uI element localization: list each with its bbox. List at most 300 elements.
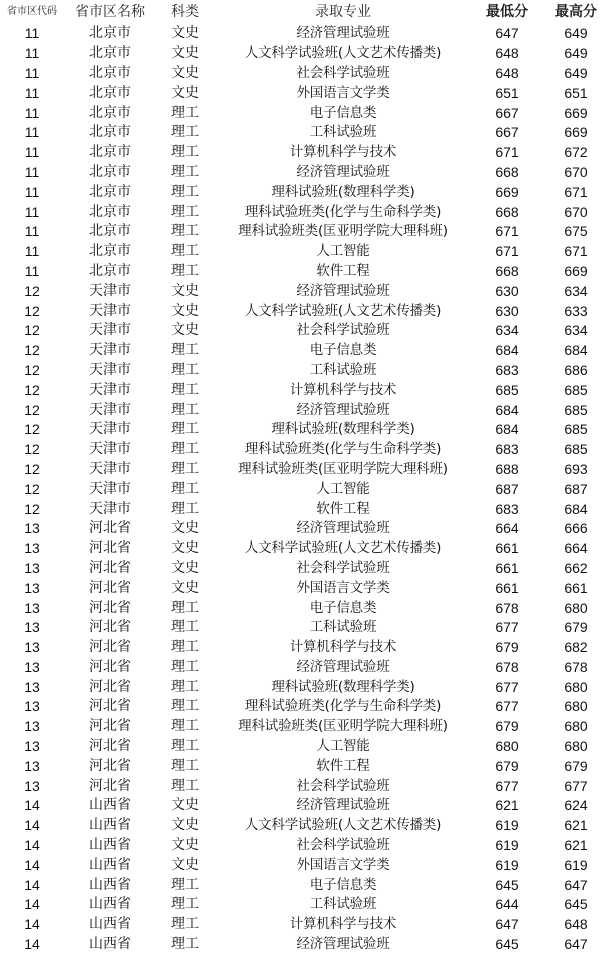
cell-min-score: 619 — [495, 837, 519, 854]
cell-major: 经济管理试验班 — [296, 401, 390, 418]
table-row — [0, 281, 610, 301]
cell-province-code: 13 — [24, 559, 40, 576]
cell-min-score: 669 — [495, 183, 519, 200]
cell-province-name: 山西省 — [89, 837, 131, 854]
cell-min-score: 683 — [495, 441, 519, 458]
cell-province-name: 天津市 — [89, 401, 131, 418]
cell-province-code: 11 — [24, 183, 40, 200]
cell-province-code: 13 — [24, 520, 40, 537]
cell-category: 文史 — [171, 84, 199, 101]
cell-category: 理工 — [171, 876, 199, 893]
cell-max-score: 671 — [564, 183, 588, 200]
table-row — [0, 875, 610, 895]
cell-max-score: 649 — [564, 25, 588, 42]
cell-province-name: 山西省 — [89, 876, 131, 893]
cell-major: 软件工程 — [316, 500, 370, 517]
cell-min-score: 678 — [495, 599, 519, 616]
cell-province-code: 12 — [24, 322, 40, 339]
cell-max-score: 619 — [564, 856, 588, 873]
table-row — [0, 83, 610, 103]
cell-major: 工科试验班 — [309, 896, 377, 913]
cell-max-score: 669 — [564, 124, 588, 141]
cell-category: 理工 — [171, 104, 199, 121]
cell-province-code: 13 — [24, 658, 40, 675]
cell-province-code: 14 — [24, 817, 40, 834]
table-row — [0, 855, 610, 875]
table-row — [0, 24, 610, 44]
cell-major: 工科试验班 — [309, 361, 377, 378]
cell-province-name: 河北省 — [89, 777, 131, 794]
table-row — [0, 163, 610, 183]
cell-max-score: 621 — [564, 837, 588, 854]
cell-min-score: 661 — [495, 540, 519, 557]
cell-min-score: 661 — [495, 559, 519, 576]
cell-major: 理科试验班类(化学与生命科学类) — [244, 698, 442, 715]
cell-province-code: 12 — [24, 302, 40, 319]
cell-province-code: 13 — [24, 540, 40, 557]
cell-max-score: 685 — [564, 421, 588, 438]
table-row — [0, 618, 610, 638]
cell-major: 理科试验班类(化学与生命科学类) — [244, 203, 442, 220]
cell-province-name: 北京市 — [89, 25, 131, 42]
cell-max-score: 684 — [564, 500, 588, 517]
header-min-score: 最低分 — [486, 4, 528, 20]
cell-province-code: 14 — [24, 916, 40, 933]
cell-province-code: 12 — [24, 361, 40, 378]
cell-province-code: 11 — [24, 45, 40, 62]
cell-major: 理科试验班类(匡亚明学院大理科班) — [238, 718, 448, 735]
cell-province-name: 天津市 — [89, 441, 131, 458]
table-row — [0, 638, 610, 658]
cell-max-score: 685 — [564, 441, 588, 458]
cell-min-score: 644 — [495, 896, 519, 913]
cell-major: 社会科学试验班 — [296, 322, 390, 339]
cell-min-score: 688 — [495, 460, 519, 477]
cell-province-name: 北京市 — [89, 104, 131, 121]
cell-major: 外国语言文学类 — [296, 579, 390, 596]
cell-min-score: 677 — [495, 777, 519, 794]
cell-max-score: 662 — [564, 559, 588, 576]
cell-province-code: 11 — [24, 104, 40, 121]
cell-province-name: 天津市 — [89, 302, 131, 319]
table-row — [0, 400, 610, 420]
cell-major: 经济管理试验班 — [296, 282, 390, 299]
cell-max-score: 671 — [564, 243, 588, 260]
table-row — [0, 915, 610, 935]
cell-province-name: 北京市 — [89, 64, 131, 81]
cell-major: 计算机科学与技术 — [289, 381, 397, 398]
cell-category: 理工 — [171, 381, 199, 398]
cell-major: 社会科学试验班 — [296, 64, 390, 81]
cell-major: 外国语言文学类 — [296, 856, 390, 873]
cell-category: 文史 — [171, 282, 199, 299]
cell-province-name: 北京市 — [89, 144, 131, 161]
cell-province-name: 山西省 — [89, 896, 131, 913]
cell-category: 理工 — [171, 639, 199, 656]
cell-major: 电子信息类 — [309, 104, 377, 121]
cell-min-score: 645 — [495, 876, 519, 893]
cell-min-score: 684 — [495, 342, 519, 359]
cell-province-code: 11 — [24, 163, 40, 180]
cell-province-name: 北京市 — [89, 243, 131, 260]
cell-major: 工科试验班 — [309, 619, 377, 636]
table-row — [0, 836, 610, 856]
table-row — [0, 262, 610, 282]
cell-major: 理科试验班类(化学与生命科学类) — [244, 441, 442, 458]
cell-category: 理工 — [171, 361, 199, 378]
cell-province-code: 14 — [24, 797, 40, 814]
cell-min-score: 664 — [495, 520, 519, 537]
cell-max-score: 677 — [564, 777, 588, 794]
cell-major: 人文科学试验班(人文艺术传播类) — [244, 817, 442, 834]
cell-major: 工科试验班 — [309, 124, 377, 141]
cell-min-score: 678 — [495, 658, 519, 675]
header-province-name: 省市区名称 — [75, 4, 145, 20]
cell-max-score: 680 — [564, 678, 588, 695]
cell-category: 理工 — [171, 480, 199, 497]
cell-category: 文史 — [171, 64, 199, 81]
table-row — [0, 796, 610, 816]
cell-province-name: 河北省 — [89, 540, 131, 557]
cell-major: 社会科学试验班 — [296, 837, 390, 854]
table-row — [0, 242, 610, 262]
cell-max-score: 679 — [564, 757, 588, 774]
cell-min-score: 619 — [495, 856, 519, 873]
cell-province-code: 14 — [24, 837, 40, 854]
cell-province-name: 山西省 — [89, 817, 131, 834]
cell-category: 理工 — [171, 698, 199, 715]
header-province-code: 省市区代码 — [7, 6, 57, 17]
cell-province-name: 山西省 — [89, 936, 131, 953]
header-category: 科类 — [171, 4, 199, 20]
table-row — [0, 222, 610, 242]
table-row — [0, 895, 610, 915]
cell-province-code: 13 — [24, 579, 40, 596]
cell-min-score: 671 — [495, 144, 519, 161]
cell-province-name: 河北省 — [89, 559, 131, 576]
cell-major: 电子信息类 — [309, 342, 377, 359]
cell-max-score: 680 — [564, 599, 588, 616]
table-row — [0, 460, 610, 480]
cell-province-code: 11 — [24, 144, 40, 161]
cell-province-name: 河北省 — [89, 718, 131, 735]
cell-major: 软件工程 — [316, 262, 370, 279]
cell-min-score: 668 — [495, 163, 519, 180]
table-row — [0, 479, 610, 499]
table-row — [0, 578, 610, 598]
cell-category: 理工 — [171, 342, 199, 359]
cell-province-code: 11 — [24, 25, 40, 42]
table-row — [0, 361, 610, 381]
cell-max-score: 649 — [564, 45, 588, 62]
cell-province-code: 11 — [24, 223, 40, 240]
table-row — [0, 202, 610, 222]
cell-category: 文史 — [171, 856, 199, 873]
cell-major: 理科试验班(数理科学类) — [271, 421, 415, 438]
table-row — [0, 341, 610, 361]
cell-major: 社会科学试验班 — [296, 777, 390, 794]
cell-max-score: 685 — [564, 401, 588, 418]
cell-max-score: 672 — [564, 144, 588, 161]
cell-province-name: 山西省 — [89, 916, 131, 933]
cell-max-score: 684 — [564, 342, 588, 359]
cell-category: 理工 — [171, 243, 199, 260]
cell-major: 人工智能 — [316, 738, 370, 755]
table-row — [0, 103, 610, 123]
table-row — [0, 182, 610, 202]
cell-province-code: 13 — [24, 678, 40, 695]
cell-category: 文史 — [171, 520, 199, 537]
cell-max-score: 685 — [564, 381, 588, 398]
table-body — [0, 24, 610, 954]
cell-major: 经济管理试验班 — [296, 936, 390, 953]
cell-min-score: 679 — [495, 718, 519, 735]
cell-major: 人文科学试验班(人文艺术传播类) — [244, 540, 442, 557]
cell-category: 文史 — [171, 45, 199, 62]
cell-min-score: 684 — [495, 421, 519, 438]
table-row — [0, 44, 610, 64]
cell-category: 理工 — [171, 124, 199, 141]
cell-category: 理工 — [171, 223, 199, 240]
cell-province-name: 山西省 — [89, 797, 131, 814]
cell-min-score: 630 — [495, 302, 519, 319]
cell-province-code: 12 — [24, 460, 40, 477]
cell-max-score: 649 — [564, 64, 588, 81]
table-row — [0, 420, 610, 440]
cell-max-score: 670 — [564, 163, 588, 180]
cell-min-score: 671 — [495, 223, 519, 240]
cell-min-score: 687 — [495, 480, 519, 497]
cell-min-score: 647 — [495, 916, 519, 933]
table-row — [0, 539, 610, 559]
cell-major: 经济管理试验班 — [296, 520, 390, 537]
cell-province-code: 12 — [24, 282, 40, 299]
cell-province-name: 河北省 — [89, 658, 131, 675]
cell-max-score: 664 — [564, 540, 588, 557]
cell-province-name: 天津市 — [89, 322, 131, 339]
cell-province-code: 12 — [24, 500, 40, 517]
table-row — [0, 697, 610, 717]
cell-province-code: 14 — [24, 936, 40, 953]
cell-province-name: 北京市 — [89, 262, 131, 279]
cell-min-score: 677 — [495, 619, 519, 636]
cell-min-score: 683 — [495, 361, 519, 378]
cell-major: 经济管理试验班 — [296, 797, 390, 814]
cell-major: 计算机科学与技术 — [289, 144, 397, 161]
cell-max-score: 669 — [564, 104, 588, 121]
cell-major: 经济管理试验班 — [296, 658, 390, 675]
cell-province-name: 河北省 — [89, 639, 131, 656]
cell-major: 电子信息类 — [309, 876, 377, 893]
cell-max-score: 680 — [564, 718, 588, 735]
cell-province-code: 14 — [24, 856, 40, 873]
cell-max-score: 633 — [564, 302, 588, 319]
cell-min-score: 647 — [495, 25, 519, 42]
cell-min-score: 634 — [495, 322, 519, 339]
cell-min-score: 668 — [495, 262, 519, 279]
cell-province-code: 13 — [24, 599, 40, 616]
cell-major: 软件工程 — [316, 757, 370, 774]
cell-category: 理工 — [171, 619, 199, 636]
cell-max-score: 661 — [564, 579, 588, 596]
cell-max-score: 645 — [564, 896, 588, 913]
cell-province-code: 11 — [24, 84, 40, 101]
cell-province-name: 河北省 — [89, 520, 131, 537]
cell-max-score: 648 — [564, 916, 588, 933]
cell-province-code: 14 — [24, 896, 40, 913]
table-row — [0, 935, 610, 955]
cell-category: 理工 — [171, 441, 199, 458]
cell-max-score: 675 — [564, 223, 588, 240]
cell-province-code: 13 — [24, 619, 40, 636]
table-row — [0, 143, 610, 163]
cell-province-name: 河北省 — [89, 599, 131, 616]
cell-min-score: 685 — [495, 381, 519, 398]
cell-category: 理工 — [171, 203, 199, 220]
cell-province-code: 11 — [24, 243, 40, 260]
cell-category: 理工 — [171, 936, 199, 953]
table-row — [0, 559, 610, 579]
cell-province-name: 河北省 — [89, 579, 131, 596]
cell-category: 文史 — [171, 579, 199, 596]
cell-major: 理科试验班(数理科学类) — [271, 183, 415, 200]
cell-province-name: 河北省 — [89, 619, 131, 636]
cell-category: 理工 — [171, 262, 199, 279]
header-major: 录取专业 — [315, 4, 371, 20]
cell-province-name: 河北省 — [89, 757, 131, 774]
cell-province-code: 12 — [24, 421, 40, 438]
cell-category: 文史 — [171, 540, 199, 557]
cell-max-score: 686 — [564, 361, 588, 378]
cell-major: 理科试验班类(匡亚明学院大理科班) — [238, 460, 448, 477]
cell-province-code: 12 — [24, 381, 40, 398]
cell-province-code: 13 — [24, 639, 40, 656]
cell-province-name: 北京市 — [89, 183, 131, 200]
cell-category: 文史 — [171, 302, 199, 319]
cell-min-score: 680 — [495, 738, 519, 755]
cell-major: 人工智能 — [316, 243, 370, 260]
cell-category: 理工 — [171, 777, 199, 794]
cell-province-name: 北京市 — [89, 84, 131, 101]
cell-category: 理工 — [171, 896, 199, 913]
table-row — [0, 499, 610, 519]
cell-province-name: 山西省 — [89, 856, 131, 873]
table-row — [0, 598, 610, 618]
cell-major: 外国语言文学类 — [296, 84, 390, 101]
cell-province-name: 北京市 — [89, 203, 131, 220]
cell-min-score: 677 — [495, 678, 519, 695]
cell-province-code: 13 — [24, 777, 40, 794]
cell-max-score: 693 — [564, 460, 588, 477]
cell-province-code: 13 — [24, 757, 40, 774]
cell-category: 理工 — [171, 658, 199, 675]
cell-max-score: 634 — [564, 282, 588, 299]
cell-province-name: 天津市 — [89, 361, 131, 378]
cell-category: 文史 — [171, 817, 199, 834]
cell-province-code: 11 — [24, 124, 40, 141]
cell-province-name: 天津市 — [89, 480, 131, 497]
cell-max-score: 670 — [564, 203, 588, 220]
cell-min-score: 679 — [495, 757, 519, 774]
cell-province-name: 河北省 — [89, 678, 131, 695]
cell-max-score: 680 — [564, 738, 588, 755]
cell-province-name: 天津市 — [89, 500, 131, 517]
cell-max-score: 666 — [564, 520, 588, 537]
cell-max-score: 647 — [564, 936, 588, 953]
cell-max-score: 624 — [564, 797, 588, 814]
cell-province-code: 12 — [24, 441, 40, 458]
cell-category: 文史 — [171, 559, 199, 576]
cell-major: 经济管理试验班 — [296, 163, 390, 180]
cell-category: 理工 — [171, 144, 199, 161]
cell-province-name: 北京市 — [89, 163, 131, 180]
cell-category: 理工 — [171, 738, 199, 755]
cell-province-code: 11 — [24, 64, 40, 81]
cell-major: 人文科学试验班(人文艺术传播类) — [244, 302, 442, 319]
cell-major: 计算机科学与技术 — [289, 639, 397, 656]
cell-min-score: 667 — [495, 124, 519, 141]
cell-category: 理工 — [171, 599, 199, 616]
cell-min-score: 671 — [495, 243, 519, 260]
cell-category: 理工 — [171, 718, 199, 735]
table-row — [0, 756, 610, 776]
table-row — [0, 519, 610, 539]
table-row — [0, 737, 610, 757]
table-row — [0, 380, 610, 400]
cell-major: 理科试验班类(匡亚明学院大理科班) — [238, 223, 448, 240]
cell-min-score: 677 — [495, 698, 519, 715]
table-row — [0, 816, 610, 836]
cell-max-score: 651 — [564, 84, 588, 101]
table-row — [0, 677, 610, 697]
cell-category: 文史 — [171, 25, 199, 42]
cell-category: 理工 — [171, 500, 199, 517]
table-row — [0, 321, 610, 341]
cell-province-name: 河北省 — [89, 698, 131, 715]
cell-province-name: 天津市 — [89, 381, 131, 398]
cell-major: 人文科学试验班(人文艺术传播类) — [244, 45, 442, 62]
cell-max-score: 621 — [564, 817, 588, 834]
table-row — [0, 717, 610, 737]
header-row — [0, 0, 610, 24]
cell-max-score: 687 — [564, 480, 588, 497]
cell-min-score: 683 — [495, 500, 519, 517]
cell-major: 电子信息类 — [309, 599, 377, 616]
cell-category: 理工 — [171, 421, 199, 438]
cell-province-name: 河北省 — [89, 738, 131, 755]
cell-category: 理工 — [171, 183, 199, 200]
cell-category: 理工 — [171, 460, 199, 477]
cell-province-code: 13 — [24, 718, 40, 735]
cell-province-name: 天津市 — [89, 460, 131, 477]
cell-province-code: 12 — [24, 342, 40, 359]
cell-category: 理工 — [171, 401, 199, 418]
cell-min-score: 648 — [495, 45, 519, 62]
cell-min-score: 630 — [495, 282, 519, 299]
cell-province-code: 12 — [24, 480, 40, 497]
cell-min-score: 621 — [495, 797, 519, 814]
cell-min-score: 648 — [495, 64, 519, 81]
table-row — [0, 776, 610, 796]
cell-category: 理工 — [171, 163, 199, 180]
table-row — [0, 658, 610, 678]
cell-category: 文史 — [171, 837, 199, 854]
cell-category: 理工 — [171, 916, 199, 933]
cell-min-score: 679 — [495, 639, 519, 656]
cell-province-code: 11 — [24, 203, 40, 220]
cell-min-score: 668 — [495, 203, 519, 220]
cell-min-score: 645 — [495, 936, 519, 953]
